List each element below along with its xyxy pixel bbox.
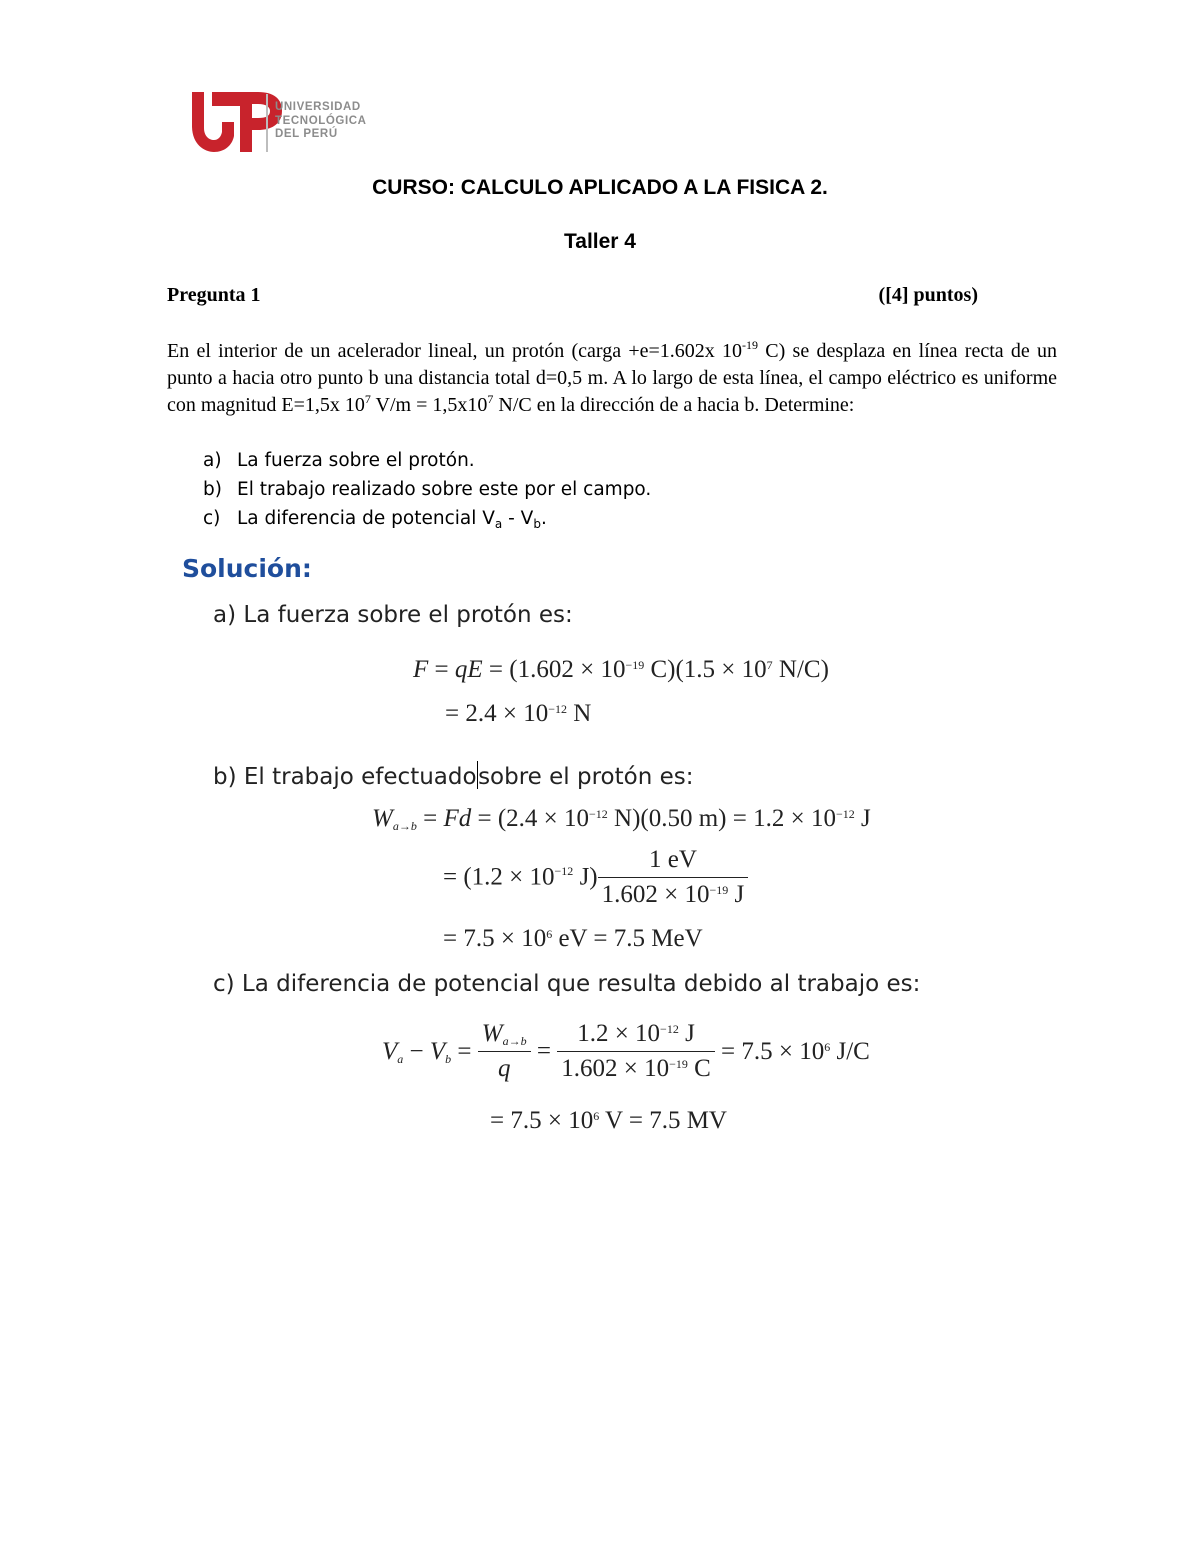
item-sub-a: a: [494, 517, 503, 531]
eq-c1-num-text: 1.2 × 10: [577, 1020, 661, 1047]
statement-exp2: 7: [364, 392, 371, 406]
question-points: ([4] puntos): [878, 284, 978, 306]
eq-a1-text3: N/C): [772, 656, 829, 683]
question-statement: [167, 338, 1057, 419]
statement-part4: N/C en la dirección de a hacia b. Determine:: [493, 394, 855, 416]
equation-b2: [443, 846, 748, 909]
eq-a2-text2: N: [566, 700, 592, 727]
eq-c1-den-exp: −19: [669, 1057, 688, 1071]
eq-a1-exp2: 7: [766, 658, 773, 672]
item-text: El trabajo realizado sobre este por el campo.: [237, 479, 652, 500]
eq-c1-res-unit: J/C: [830, 1037, 870, 1065]
fraction-den-exp: −19: [709, 883, 729, 897]
course-title: CURSO: CALCULO APLICADO A LA FISICA 2.: [372, 176, 828, 199]
eq-b1-text2: N)(0.50 m) = 1.2 × 10: [607, 805, 836, 832]
solution-part-b-text1: b) El trabajo efectuado: [213, 764, 477, 790]
eq-c2-text: = 7.5 × 10: [490, 1107, 594, 1134]
statement-part3: V/m = 1,5x10: [370, 394, 488, 416]
eq-a1-exp: −19: [625, 658, 645, 672]
eq-a2-text: = 2.4 × 10: [445, 700, 549, 727]
solution-part-b-text2: sobre el protón es:: [478, 764, 694, 790]
list-item: [203, 475, 651, 504]
solution-part-a: a) La fuerza sobre el protón es:: [213, 602, 573, 628]
university-name: [275, 101, 367, 142]
fraction-values: [557, 1020, 715, 1083]
eq-c1-num-unit: J: [678, 1020, 695, 1047]
eq-b2-pre: = (1.2 × 10: [443, 863, 555, 891]
item-text: La diferencia de potencial V: [237, 508, 495, 529]
statement-exp3: 7: [487, 392, 494, 406]
item-sub-b: b: [533, 517, 541, 531]
item-label: c): [203, 508, 221, 529]
eq-c1-res-text: = 7.5 × 10: [721, 1037, 825, 1065]
university-name-line3: DEL PERÚ: [275, 128, 338, 140]
university-name-line2: TECNOLÓGICA: [275, 114, 367, 127]
eq-b1-exp2: −12: [835, 807, 855, 821]
workshop-title: Taller 4: [564, 230, 636, 253]
item-label: b): [203, 479, 222, 500]
statement-exp1: -19: [742, 338, 759, 352]
equation-c2: [490, 1107, 727, 1135]
eq-b2-post: J): [573, 863, 598, 891]
eq-b1-text: = (2.4 × 10: [477, 805, 589, 832]
eq-a1-text: = (1.602 × 10: [488, 656, 626, 683]
eq-b3-exp: 6: [546, 927, 553, 941]
fraction-ev: [598, 846, 749, 909]
eq-a1-text2: C)(1.5 × 10: [644, 656, 767, 683]
question-title: Pregunta 1: [167, 284, 261, 306]
statement-part1: En el interior de un acelerador lineal, un protón (carga +e=1.602x 10: [167, 340, 743, 362]
equation-c1: $V_a - V_b$ = $\frac{W_{a\to b}}{q}$ = $\frac{1.2 \times 10^{-12} J}{1.602 \times 10^{-19} C}$ = $7.5 \times 10^6$ J/C: [382, 1020, 870, 1082]
fraction-w-q: $\frac{W_{a\to b}}{q}$: [478, 1020, 531, 1083]
question-items: [203, 446, 651, 533]
solution-part-b: [213, 761, 693, 790]
eq-b3-text: = 7.5 × 10: [443, 925, 547, 952]
fraction-num: 1 eV: [598, 846, 749, 878]
eq-c2-text2: V = 7.5 MV: [599, 1107, 727, 1134]
list-item: [203, 446, 651, 475]
item-label: a): [203, 450, 222, 471]
fraction-values-num: [557, 1020, 715, 1052]
equation-a1: F = qE = ($1.602 \times 10^{-19}$ $C)(1.5 \times 10^7$ N/C): [413, 656, 829, 683]
fraction-den-text: 1.602 × 10: [601, 881, 710, 908]
fraction-den-unit: J: [728, 881, 745, 908]
statement-part2: C) se desplaza en línea recta de un punto a hacia otro punto b una distancia total d=0,5 m. A lo largo de esta línea, el campo eléctrico es uniforme con magnitud E=1,5x 10: [167, 340, 1057, 416]
university-name-line1: UNIVERSIDAD: [275, 101, 361, 113]
item-text-mid: - V: [502, 508, 534, 529]
eq-b1-text3: J: [854, 805, 871, 832]
item-text-end: .: [540, 508, 547, 529]
eq-c1-den-text: 1.602 × 10: [561, 1055, 670, 1082]
eq-c2-exp: 6: [593, 1109, 600, 1123]
eq-c1-num-exp: −12: [660, 1022, 679, 1036]
eq-b3-text2: eV = 7.5 MeV: [552, 925, 703, 952]
equation-b3: [443, 925, 703, 953]
eq-c1-res-exp: 6: [824, 1039, 831, 1054]
eq-a2-exp: −12: [548, 702, 567, 716]
list-item: [203, 504, 651, 533]
solution-part-c: c) La diferencia de potencial que resulta debido al trabajo es:: [213, 971, 921, 997]
eq-b1-exp: −12: [589, 807, 608, 821]
equation-b1: $W_{a\to b} = Fd = (2.4 \times 10^{-12}$ N)(0.50 $m) = 1.2 \times 10^{-12}$ J: [372, 805, 871, 833]
item-text: La fuerza sobre el protón.: [237, 450, 475, 471]
equation-a2: [445, 700, 591, 728]
fraction-values-den: [557, 1052, 715, 1083]
eq-b2-exp: −12: [554, 864, 574, 879]
eq-c1-den-unit: C: [687, 1055, 711, 1082]
fraction-den: [598, 878, 749, 909]
solution-title: Solución:: [182, 554, 312, 583]
